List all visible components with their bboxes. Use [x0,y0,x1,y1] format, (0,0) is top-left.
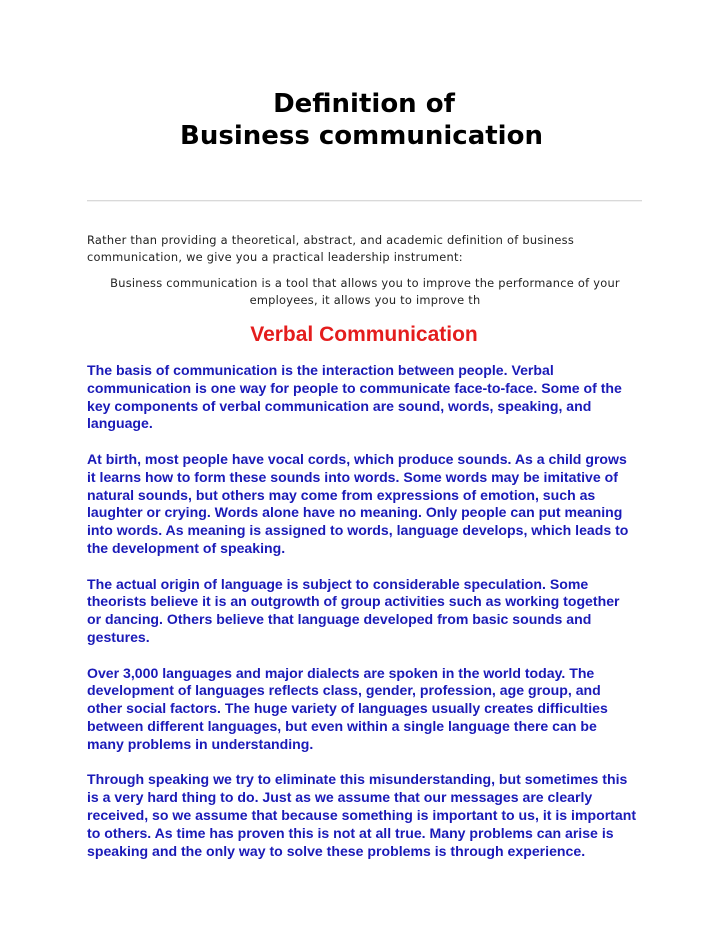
paragraph-line: speaking and the only way to solve these problems is through experience. [87,842,586,859]
paragraph-line: into words. As meaning is assigned to words, language develops, which leads to [87,522,629,539]
paragraph-verbal-basis [87,362,657,433]
paragraph-line: The basis of communication is the interaction between people. Verbal [87,362,554,378]
quote-line: employees, it allows you to improve th [249,293,481,307]
paragraph-line: laughter or crying. Words alone have no meaning. Only people can put meaning [87,504,623,521]
paragraph-line: key components of verbal communication are sound, words, speaking, and [87,397,592,414]
intro-line: communication, we give you a practical leadership instrument: [87,250,463,264]
horizontal-divider [87,200,642,202]
definition-quote [100,275,630,309]
section-heading: Verbal Communication [250,323,478,346]
paragraph-line: language. [87,415,153,432]
paragraph-line: Through speaking we try to eliminate this misunderstanding, but sometimes this [87,771,628,788]
paragraph-line: or dancing. Others believe that language developed from basic sounds and [87,611,592,628]
paragraph-line: received, so we assume that because something is important to us, it is important [87,806,637,823]
page-title-line-1: Definition of [273,89,455,119]
paragraph-line: natural sounds, but others may come from expressions of emotion, such as [87,486,596,503]
paragraph-line: many problems in understanding. [87,735,314,752]
paragraph-languages-count [87,665,657,754]
paragraph-line: the development of speaking. [87,539,286,556]
paragraph-at-birth [87,451,657,558]
paragraph-line: gestures. [87,628,150,645]
page-title-line-2: Business communication [180,121,543,151]
intro-line: Rather than providing a theoretical, abstract, and academic definition of business [87,233,575,247]
paragraph-line: The actual origin of language is subject to considerable speculation. Some [87,575,589,592]
paragraph-line: to others. As time has proven this is not at all true. Many problems can arise is [87,824,614,841]
page-title [0,88,728,152]
paragraph-through-speaking [87,771,657,860]
paragraph-line: Over 3,000 languages and major dialects are spoken in the world today. The [87,664,595,681]
body-text [87,362,657,878]
paragraph-line: is a very hard thing to do. Just as we assume that our messages are clearly [87,789,593,806]
paragraph-line: between different languages, but even within a single language there can be [87,717,597,734]
paragraph-line: development of languages reflects class, gender, profession, age group, and [87,682,601,699]
paragraph-origin-of-language [87,576,657,647]
paragraph-line: other social factors. The huge variety of languages usually creates difficulties [87,700,608,717]
paragraph-line: At birth, most people have vocal cords, which produce sounds. As a child grows [87,450,627,467]
quote-line: Business communication is a tool that allows you to improve the performance of your [110,276,620,290]
paragraph-line: it learns how to form these sounds into words. Some words may be imitative of [87,468,618,485]
paragraph-line: communication is one way for people to communicate face-to-face. Some of the [87,379,622,396]
paragraph-line: theorists believe it is an outgrowth of group activities such as working together [87,593,620,610]
intro-paragraph [87,232,647,266]
